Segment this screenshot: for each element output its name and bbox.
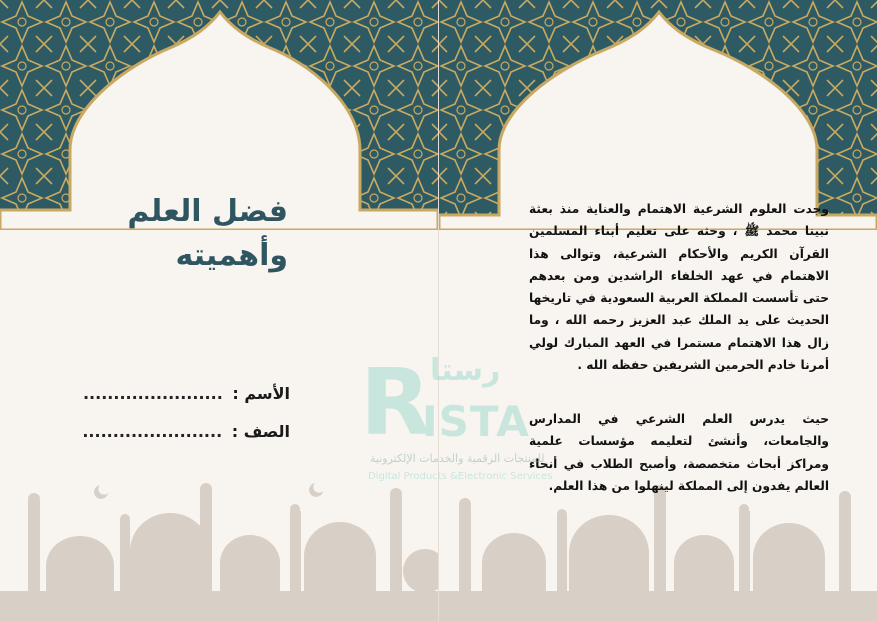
islamic-arch-pattern-right	[439, 0, 877, 230]
class-label: الصف :	[231, 422, 290, 441]
watermark-subtitle-en: Digital Products &Electronic Services	[368, 471, 553, 482]
class-dots[interactable]: .......................	[82, 422, 223, 441]
right-page	[439, 0, 877, 621]
watermark-letter: R	[360, 349, 431, 456]
name-label: الأسم :	[232, 384, 290, 403]
title-line-2: وأهميته	[175, 238, 288, 273]
class-field[interactable]	[70, 422, 290, 441]
watermark-subtitle-ar: للمنتجات الرقمية والخدمات الإلكترونية	[370, 452, 545, 465]
watermark-brand: ISTA	[422, 397, 530, 446]
left-page	[0, 0, 438, 621]
paragraph-1	[529, 198, 829, 376]
name-field[interactable]	[70, 384, 290, 403]
watermark-brand-ar: رستا	[430, 353, 501, 388]
page-title	[88, 190, 288, 278]
title-line-1: فضل العلم	[127, 194, 288, 229]
name-dots[interactable]: .......................	[82, 384, 223, 403]
rista-watermark	[360, 349, 580, 495]
paragraph-1-text: وجدت العلوم الشرعية الاهتمام والعناية منذ بعثة نبينا محمد ﷺ ، وحثه على تعليم أبناء المسلمين القرآن الكريم والأحكام الشرعية، وتوالى هذا الاهتمام في عهد الخلفاء الراشدين ومن بعدهم حتى تأسست المملكة العربية السعودية في تاريخها الحديث على يد الملك عبد العزيز رحمه الله ، وما زال هذا الاهتمام مستمرا في العهد المبارك لولي أمرنا خادم الحرمين الشريفين حفظه الله .	[529, 202, 829, 373]
paragraph-2-text: حيث يدرس العلم الشرعي في المدارس والجامعات، وأنشئ لتعليمه مؤسسات علمية ومراكز أبحاث متخصصة، وأصبح الطلاب في أنحاء العالم يفدون إلى المملكة لينهلوا من هذا العلم.	[529, 412, 829, 493]
